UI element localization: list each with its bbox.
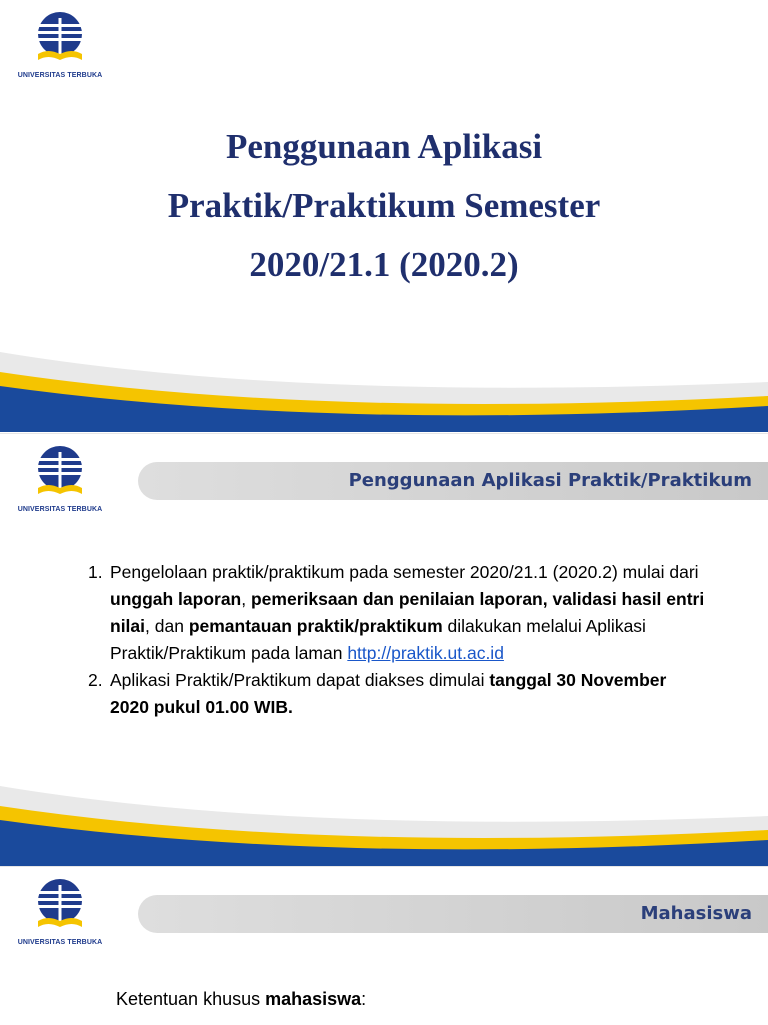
item-text: , dan bbox=[145, 616, 189, 636]
slide-title bbox=[84, 117, 684, 294]
logo-label: UNIVERSITAS TERBUKA bbox=[17, 939, 103, 946]
list-number: 2. bbox=[88, 670, 103, 690]
title-line-1: Penggunaan Aplikasi bbox=[225, 127, 543, 166]
section-header-bar bbox=[138, 462, 768, 500]
title-line-2: Praktik/Praktikum Semester bbox=[167, 186, 601, 225]
item-text: , bbox=[241, 589, 251, 609]
intro-line bbox=[116, 989, 366, 1010]
item-bold: pemeriksaan dan penilaian laporan, validasi hasil entri nilai bbox=[110, 589, 705, 636]
item-bold: pemantauan praktik/praktikum bbox=[188, 616, 443, 636]
section-header: Mahasiswa bbox=[640, 903, 752, 924]
ut-logo bbox=[12, 877, 108, 953]
item-text: dilakukan melalui Aplikasi Praktik/Praktikum pada laman bbox=[110, 616, 646, 663]
ut-emblem-icon bbox=[34, 877, 86, 933]
section-header-bar bbox=[138, 895, 768, 933]
item-bold: unggah laporan bbox=[110, 589, 242, 609]
info-list bbox=[88, 559, 708, 721]
intro-text: Ketentuan khusus bbox=[116, 989, 266, 1009]
section-header: Penggunaan Aplikasi Praktik/Praktikum bbox=[348, 470, 752, 491]
decorative-wave bbox=[0, 776, 768, 866]
item-bold: tanggal 30 November 2020 pukul 01.00 WIB. bbox=[110, 670, 667, 717]
ut-emblem-icon bbox=[34, 10, 86, 66]
logo-label: UNIVERSITAS TERBUKA bbox=[17, 506, 103, 513]
list-item bbox=[88, 667, 708, 721]
student-slide bbox=[0, 866, 768, 1025]
title-slide bbox=[0, 0, 768, 432]
praktik-link[interactable]: http://praktik.ut.ac.id bbox=[347, 643, 504, 663]
title-line-3: 2020/21.1 (2020.2) bbox=[249, 245, 519, 284]
item-text: Aplikasi Praktik/Praktikum dapat diakses dimulai bbox=[110, 670, 490, 690]
intro-colon: : bbox=[361, 989, 367, 1009]
logo-label: UNIVERSITAS TERBUKA bbox=[17, 72, 103, 79]
ut-logo bbox=[12, 444, 108, 520]
list-number: 1. bbox=[88, 562, 103, 582]
ut-emblem-icon bbox=[34, 444, 86, 500]
item-text: Pengelolaan praktik/praktikum pada semester 2020/21.1 (2020.2) mulai dari bbox=[110, 562, 699, 582]
list-item bbox=[88, 559, 708, 667]
usage-slide bbox=[0, 433, 768, 866]
intro-bold: mahasiswa bbox=[265, 989, 362, 1009]
ut-logo bbox=[12, 10, 108, 86]
decorative-wave bbox=[0, 342, 768, 432]
